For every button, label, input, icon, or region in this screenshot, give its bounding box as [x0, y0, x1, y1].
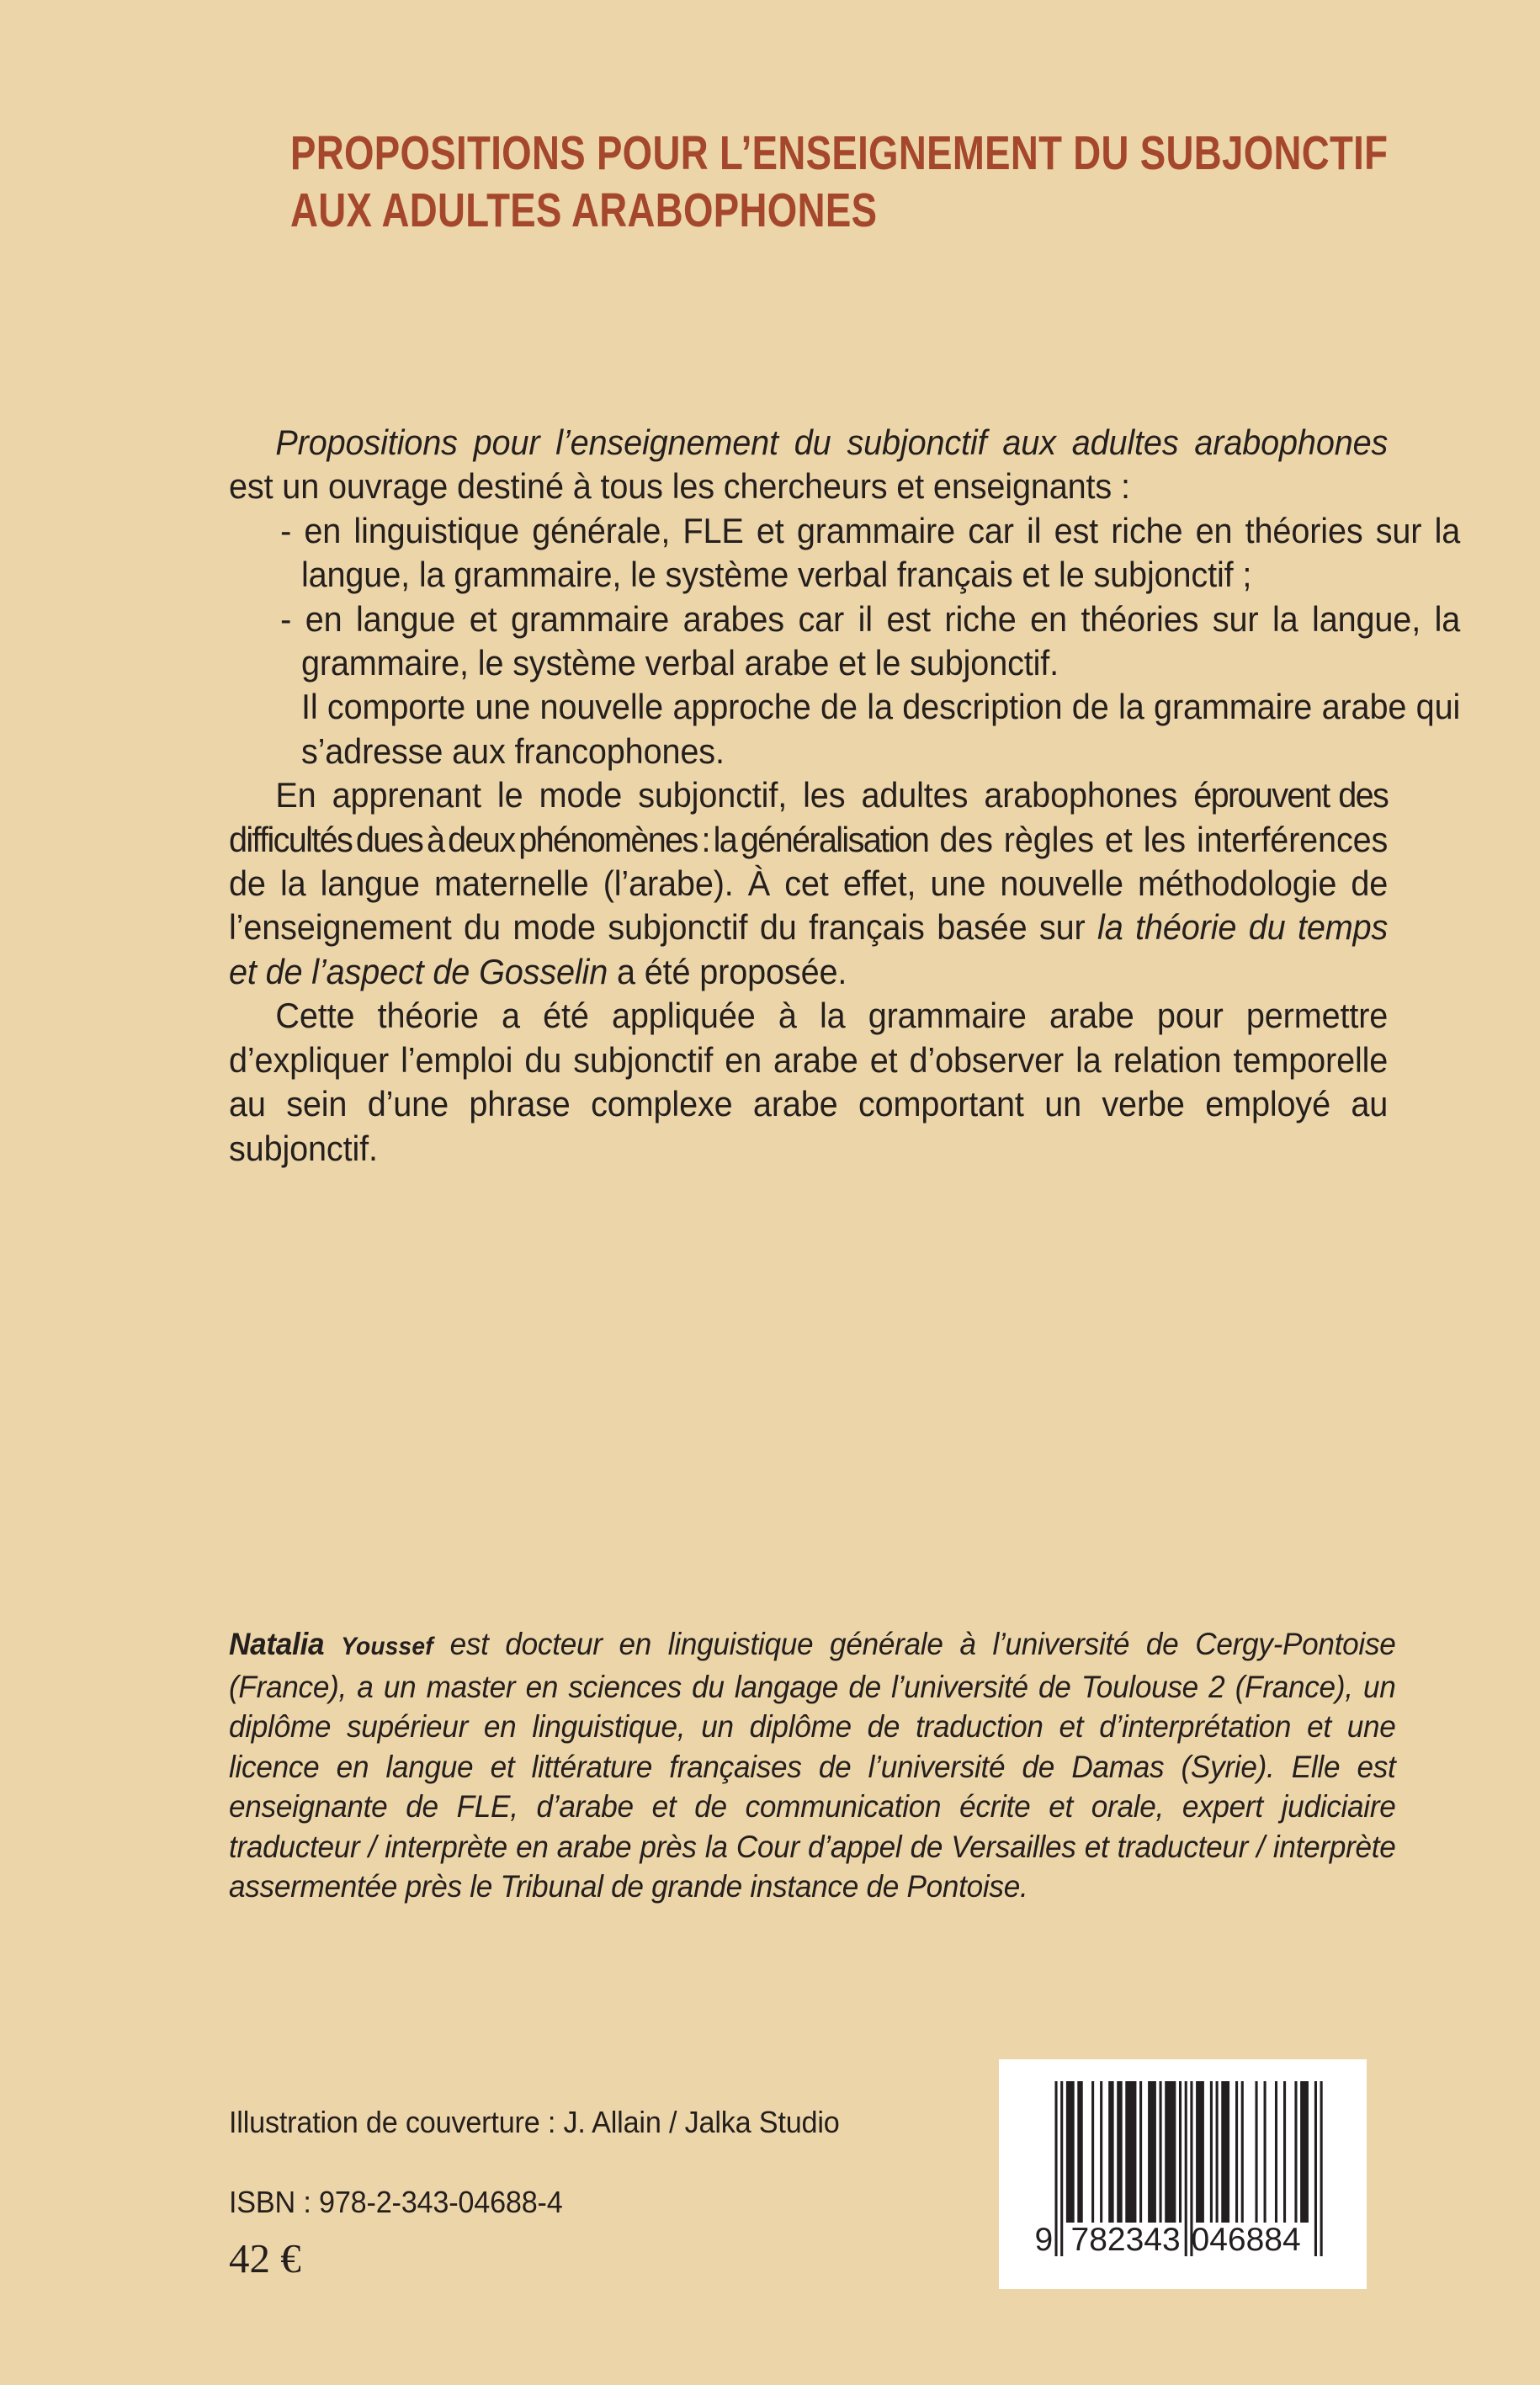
- list-item-followup: Il comporte une nouvelle approche de la description de la grammaire arabe qui s’adresse aux francophones.: [300, 687, 1461, 771]
- author-bio: [229, 1624, 1399, 1907]
- page-title: [290, 125, 1401, 240]
- theory-title-italic: la théorie du temps et de l’aspect de Gosselin: [229, 907, 1389, 991]
- blurb-paragraph-2-end: a été proposée.: [608, 951, 847, 991]
- blurb-paragraph-1-rest: est un ouvrage destiné à tous les chercheurs et enseignants :: [229, 466, 1130, 507]
- list-item-text: - en langue et grammaire arabes car il est riche en théories sur la langue, la grammaire, le système verbal arabe et le subjonctif.: [280, 598, 1461, 683]
- list-item: [229, 598, 1460, 774]
- author-first-name: Natalia: [229, 1627, 342, 1661]
- audience-list: [229, 509, 1461, 773]
- title-line-1: PROPOSITIONS POUR L’ENSEIGNEMENT DU SUBJONCTIF: [290, 126, 1389, 180]
- price-text: 42 €: [229, 2235, 301, 2282]
- barcode-inner: [1035, 2081, 1331, 2256]
- list-item-text: - en linguistique générale, FLE et grammaire car il est riche en théories sur la langue, la grammaire, le système verbal français et le subjonctif ;: [280, 510, 1461, 595]
- isbn-text: ISBN : 978-2-343-04688-4: [229, 2185, 563, 2220]
- footer: [229, 2104, 986, 2283]
- blurb-paragraph-1: [229, 421, 1388, 509]
- barcode-digits-left: 782343: [1070, 2222, 1181, 2258]
- blurb-paragraph-2: [229, 773, 1388, 994]
- author-bio-body: est docteur en linguistique générale à l’université de Cergy-Pontoise (France), a un master en sciences du langage de l’université de Toulouse 2 (France), un diplôme supérieur en linguistique, un diplôme de traduction et d’interprétation et une licence en langue et littérature françaises de l’université de Damas (Syrie). Elle est enseignante de FLE, d’arabe et de communication écrite et orale, expert judiciaire traducteur / interprète en arabe près la Cour d’appel de Versailles et traducteur / interprète assermentée près le Tribunal de grande instance de Pontoise.: [229, 1627, 1396, 1904]
- barcode: [999, 2059, 1367, 2289]
- title-line-2: AUX ADULTES ARABOPHONES: [290, 183, 878, 238]
- barcode-digit-lead: 9: [1034, 2222, 1054, 2258]
- blurb-paragraph-3: Cette théorie a été appliquée à la grammaire arabe pour permettre d’expliquer l’emploi du subjonctif en arabe et d’observer la relation temporelle au sein d’une phrase complexe arabe comportant un verbe employé au subjonctif.: [229, 996, 1389, 1168]
- barcode-digits-right: 046884: [1191, 2222, 1301, 2258]
- blurb-paragraph-2-tight-line: éprouvent des difficultés dues à deux phénomènes : la généralisation: [229, 775, 1389, 859]
- cover-illustration-credit: Illustration de couverture : J. Allain / Jalka Studio: [229, 2105, 840, 2139]
- list-item: [229, 509, 1460, 598]
- blurb-body: [229, 421, 1461, 1171]
- blurb-paragraph-2-start: En apprenant le mode subjonctif, les adultes arabophones: [275, 775, 1194, 815]
- barcode-digits: [1035, 2219, 1331, 2256]
- author-bio-text: [229, 1624, 1396, 1907]
- author-last-name: Youssef: [341, 1633, 433, 1660]
- blurb-paragraph-2-mid: des règles et les interférences de la langue maternelle (l’arabe). À cet effet, une nouvelle méthodologie de l’enseignement du mode subjonctif du français basée sur: [229, 819, 1389, 948]
- book-title-italic: Propositions pour l’enseignement du subjonctif aux adultes arabophones: [275, 422, 1389, 462]
